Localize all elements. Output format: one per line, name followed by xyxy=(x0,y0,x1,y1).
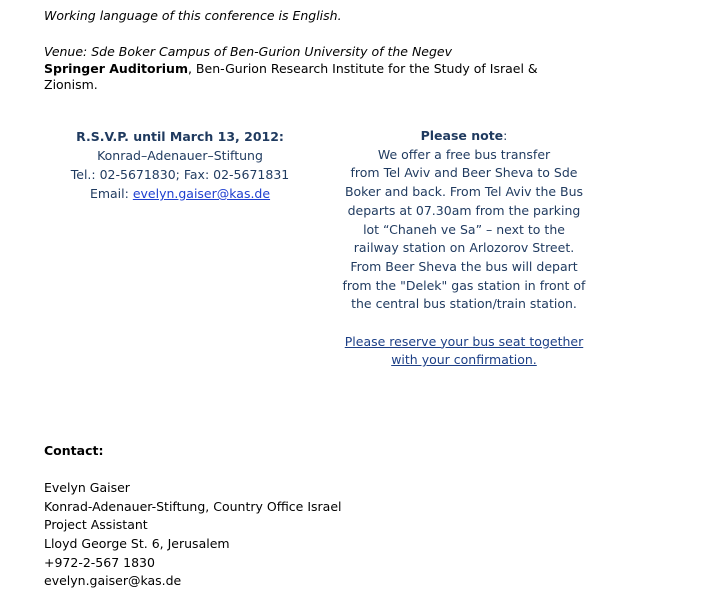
bus-note-block xyxy=(318,127,610,370)
reserve-seat-link-line1[interactable]: Please reserve your bus seat together xyxy=(344,333,584,349)
venue-hall-line xyxy=(44,61,538,78)
note-heading-line xyxy=(318,127,610,146)
venue-line: Venue: Sde Boker Campus of Ben-Gurion University of the Negev xyxy=(44,44,453,59)
note-heading-colon: : xyxy=(503,128,508,143)
contact-block xyxy=(44,442,342,591)
note-spacer xyxy=(318,314,610,333)
rsvp-email-label: Email: xyxy=(89,186,133,201)
venue-hall-line-cont: Zionism. xyxy=(44,77,98,92)
contact-spacer xyxy=(44,461,342,480)
note-line: We offer a free bus transfer xyxy=(377,146,551,162)
rsvp-block xyxy=(40,127,320,203)
language-note-text: Working language of this conference is English. xyxy=(44,8,342,23)
language-note xyxy=(44,8,342,23)
note-line: departs at 07.30am from the parking xyxy=(347,202,581,218)
contact-phone: +972-2-567 1830 xyxy=(44,554,155,570)
note-line: from Tel Aviv and Beer Sheva to Sde xyxy=(350,165,578,181)
note-heading: Please note xyxy=(420,128,504,143)
note-line: the central bus station/train station. xyxy=(351,296,577,312)
contact-heading: Contact: xyxy=(44,443,104,458)
venue-hall-name: Springer Auditorium xyxy=(44,60,188,76)
venue-hall-rest: , Ben-Gurion Research Institute for the Study of Israel & xyxy=(187,60,538,76)
contact-name: Evelyn Gaiser xyxy=(44,480,130,496)
note-line: railway station on Arlozorov Street. xyxy=(353,240,575,256)
rsvp-org: Konrad–Adenauer–Stiftung xyxy=(97,148,263,163)
rsvp-email-line xyxy=(40,184,320,203)
rsvp-heading: R.S.V.P. until March 13, 2012: xyxy=(76,129,284,144)
note-line: From Beer Sheva the bus will depart xyxy=(350,258,578,274)
contact-title: Project Assistant xyxy=(44,517,148,533)
note-line: from the "Delek" gas station in front of xyxy=(342,277,586,293)
note-line: Boker and back. From Tel Aviv the Bus xyxy=(344,184,584,200)
contact-email: evelyn.gaiser@kas.de xyxy=(44,573,182,589)
contact-address: Lloyd George St. 6, Jerusalem xyxy=(44,535,230,551)
contact-org: Konrad-Adenauer-Stiftung, Country Office Israel xyxy=(44,498,342,514)
rsvp-email-link[interactable]: evelyn.gaiser@kas.de xyxy=(132,186,271,201)
note-line: lot “Chaneh ve Sa” – next to the xyxy=(363,221,565,237)
venue-block xyxy=(44,44,538,94)
rsvp-phone-fax: Tel.: 02-5671830; Fax: 02-5671831 xyxy=(70,167,290,182)
reserve-seat-link-line2[interactable]: with your confirmation. xyxy=(391,352,537,368)
